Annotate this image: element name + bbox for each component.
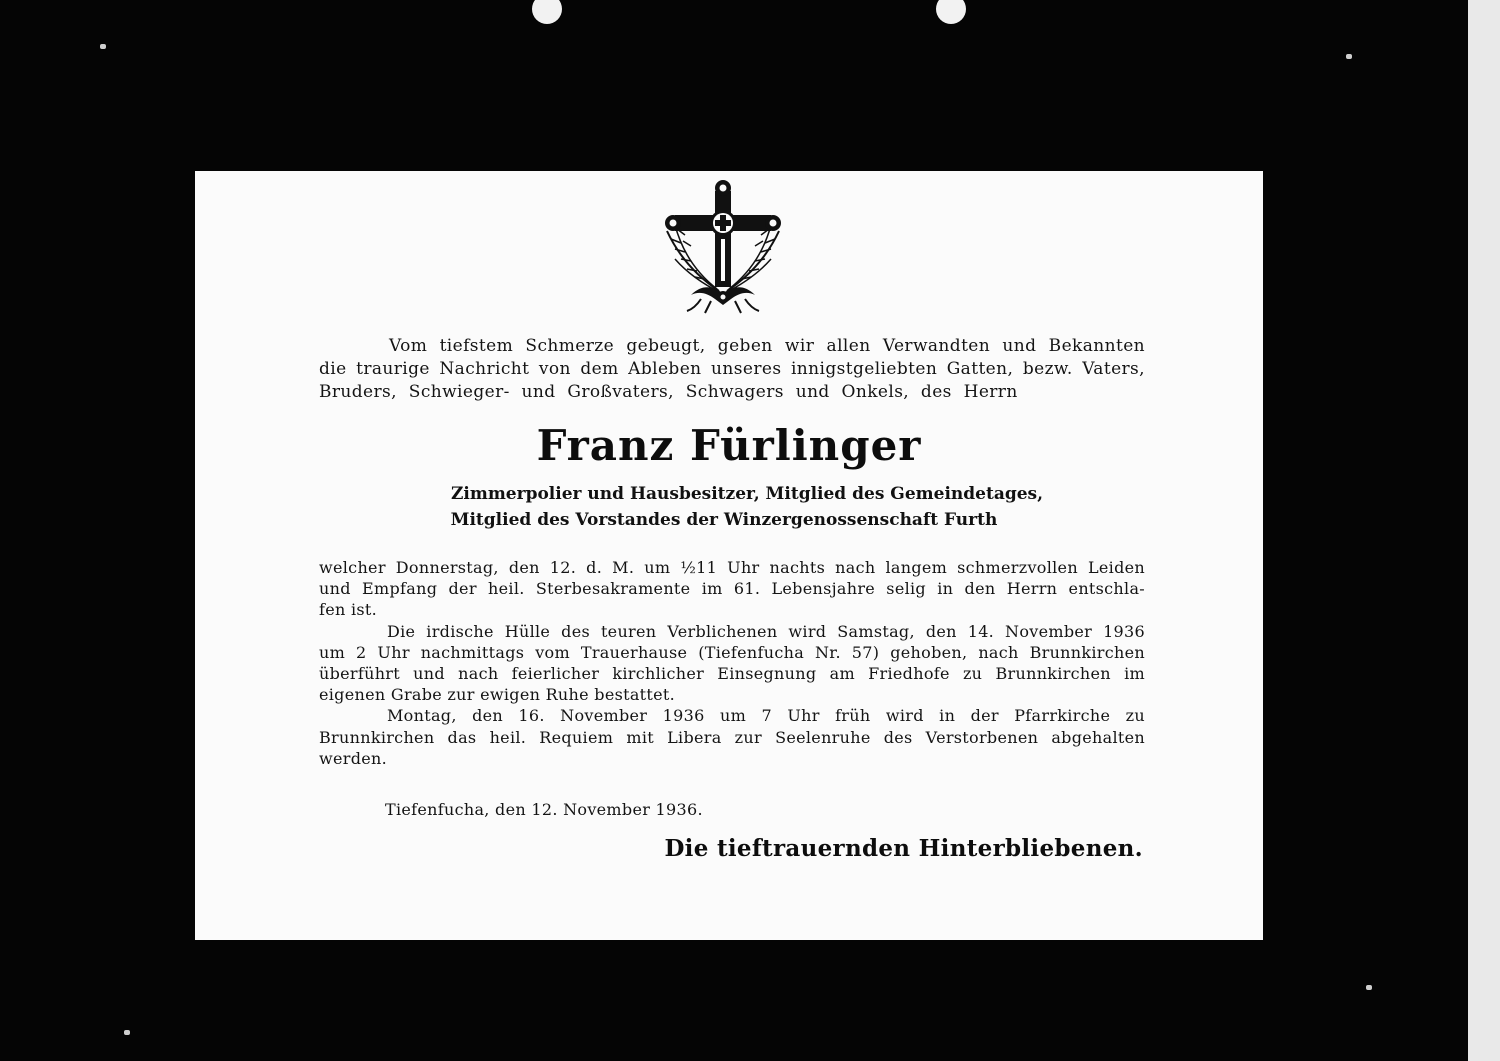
intro-line: Bruders, Schwieger- und Großvaters, Schwagers und Onkels, des Herrn bbox=[319, 382, 1018, 402]
body-line: Brunnkirchen das heil. Requiem mit Libera zur Seelenruhe des Verstorbenen abgehalten bbox=[319, 727, 1145, 747]
body-line: fen ist. bbox=[319, 600, 378, 620]
title-line: Mitglied des Vorstandes der Winzergenossenschaft Furth bbox=[450, 510, 998, 530]
notice-body bbox=[319, 557, 1145, 769]
body-line: um 2 Uhr nachmittags vom Trauerhause (Tiefenfucha Nr. 57) gehoben, nach Brunnkirchen bbox=[319, 642, 1145, 662]
signature-line: Die tieftrauernden Hinterbliebenen. bbox=[664, 835, 1143, 862]
intro-line: die traurige Nachricht von dem Ableben unseres innigstgeliebten Gatten, bezw. Vaters, bbox=[319, 359, 1145, 379]
body-line: eigenen Grabe zur ewigen Ruhe bestattet. bbox=[319, 685, 676, 705]
dust-speck bbox=[100, 44, 106, 49]
dust-speck bbox=[1346, 54, 1352, 59]
place-date: Tiefenfucha, den 12. November 1936. bbox=[385, 800, 703, 819]
dust-speck bbox=[1366, 985, 1372, 990]
cross-with-palm-wreath-icon bbox=[661, 179, 785, 315]
body-line: welcher Donnerstag, den 12. d. M. um ½11 Uhr nachts nach langem schmerzvollen Leiden bbox=[319, 558, 1145, 577]
scan-edge bbox=[1468, 0, 1500, 1061]
body-line: überführt und nach feierlicher kirchlicher Einsegnung am Friedhofe zu Brunnkirchen im bbox=[319, 664, 1145, 684]
body-line: Die irdische Hülle des teuren Verblichenen wird Samstag, den 14. November 1936 bbox=[387, 621, 1145, 641]
punch-hole-right bbox=[936, 0, 966, 24]
body-line: werden. bbox=[319, 748, 388, 768]
deceased-name: Franz Fürlinger bbox=[536, 421, 922, 470]
intro-paragraph bbox=[319, 335, 1145, 404]
body-line: Montag, den 16. November 1936 um 7 Uhr früh wird in der Pfarrkirche zu bbox=[387, 706, 1145, 726]
intro-line: Vom tiefstem Schmerze gebeugt, geben wir allen Verwandten und Bekannten bbox=[389, 336, 1145, 356]
punch-hole-left bbox=[532, 0, 562, 24]
death-notice-card bbox=[195, 171, 1263, 940]
body-line: und Empfang der heil. Sterbesakramente im 61. Lebensjahre selig in den Herrn entschla- bbox=[319, 579, 1145, 599]
deceased-titles bbox=[195, 481, 1263, 533]
dust-speck bbox=[124, 1030, 130, 1035]
title-line: Zimmerpolier und Hausbesitzer, Mitglied des Gemeindetages, bbox=[450, 484, 1044, 504]
